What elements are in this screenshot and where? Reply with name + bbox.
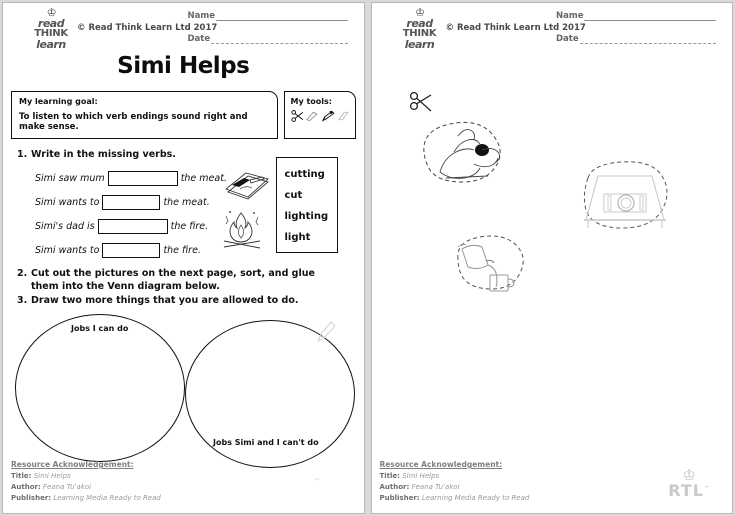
footer-heading: Resource Acknowledgement: — [11, 460, 134, 469]
footer-row-title — [380, 472, 530, 480]
venn-label-left: Jobs I can do — [71, 324, 129, 333]
brand-logo — [398, 7, 442, 50]
scissors-icon — [291, 109, 304, 123]
trademark-mark-left: ™ — [313, 478, 320, 485]
venn-diagram — [3, 310, 364, 468]
brand-logo — [29, 7, 73, 50]
footer-value: Simi Helps — [33, 472, 71, 480]
footer-value: Simi Helps — [402, 472, 440, 480]
student-fields-left — [188, 11, 348, 57]
footer-value: Feana Tu'akoi — [43, 483, 92, 491]
eraser-icon — [337, 109, 350, 123]
worksheet-page-right — [371, 2, 734, 514]
copyright-notice: © Read Think Learn Ltd 2017 — [445, 23, 586, 33]
task-text: Cut out the pictures on the next page, sort, and glue — [31, 268, 315, 279]
glue-stick-icon — [305, 109, 319, 123]
footer-row-title — [11, 472, 161, 480]
sentence-prefix: Simi wants to — [35, 244, 100, 256]
word-bank — [276, 157, 338, 253]
sentence-suffix: the fire. — [170, 220, 209, 232]
tools-box — [284, 91, 356, 139]
task-number: 3. — [17, 295, 28, 306]
verb-blank-2[interactable] — [102, 195, 160, 210]
campfire-illustration — [214, 207, 268, 253]
footer-heading: Resource Acknowledgement: — [379, 460, 503, 469]
learning-goal-heading: My learning goal: — [19, 97, 98, 106]
name-field[interactable] — [556, 11, 716, 21]
name-label: Name — [187, 11, 215, 21]
logo-line-3: learn — [404, 38, 435, 51]
footer-key: Publisher: — [11, 494, 52, 502]
sentence-prefix: Simi wants to — [35, 196, 100, 208]
jug-pouring-cutout[interactable] — [444, 231, 536, 303]
page-header-right — [372, 3, 733, 51]
learning-goal-text: To listen to which verb endings sound right and make sense. — [19, 112, 248, 132]
sentence-prefix: Simi saw mum — [35, 172, 105, 184]
logo-line-2: THINK — [402, 28, 437, 39]
footer-row-author — [11, 483, 161, 491]
task-item-2-continuation: them into the Venn diagram below. — [31, 281, 220, 292]
logo-line-1: read — [37, 17, 65, 30]
footer-row-publisher — [11, 494, 161, 502]
footer-value: Learning Media Ready to Read — [53, 494, 161, 502]
footer-value: Learning Media Ready to Read — [421, 494, 530, 502]
footer-value: Feana Tu'akoi — [411, 483, 460, 491]
footer-row-author — [380, 483, 530, 491]
sentence-suffix: the meat. — [180, 172, 227, 184]
footer-left — [11, 460, 161, 505]
name-field[interactable] — [188, 11, 348, 21]
date-rule[interactable] — [211, 35, 347, 44]
scissors-icon — [408, 91, 434, 117]
rtl-watermark — [668, 468, 710, 499]
pencil-icon — [321, 109, 335, 123]
learning-goal-box — [11, 91, 278, 139]
name-rule[interactable] — [584, 12, 716, 21]
footer-right — [380, 460, 530, 505]
word-bank-item[interactable]: lighting — [284, 211, 329, 222]
copyright-notice: © Read Think Learn Ltd 2017 — [77, 23, 218, 33]
crown-icon: ♔ — [46, 6, 56, 19]
venn-label-right: Jobs Simi and I can't do — [213, 438, 319, 447]
logo-line-3: learn — [36, 38, 66, 51]
task-item-3 — [17, 295, 364, 306]
date-field[interactable] — [188, 34, 348, 44]
footer-key: Author: — [379, 483, 410, 491]
venn-circle-left[interactable] — [15, 314, 185, 462]
rtl-watermark-text: RTL™ — [668, 481, 710, 500]
date-label: Date — [187, 34, 211, 44]
cutout-picture-area — [372, 51, 733, 451]
task-number: 1. — [17, 149, 28, 160]
crown-icon: ♔ — [415, 6, 424, 19]
tools-icon-row — [291, 109, 350, 123]
word-bank-item[interactable]: cutting — [284, 169, 325, 180]
task-item-2 — [17, 268, 364, 279]
sentence-prefix: Simi's dad is — [35, 220, 95, 232]
knife-cutting-meat-illustration — [220, 167, 272, 201]
sentence-suffix: the fire. — [163, 244, 201, 256]
logo-line-2: THINK — [34, 28, 68, 39]
date-label: Date — [556, 34, 579, 44]
goal-tools-row — [11, 91, 356, 139]
tools-heading: My tools: — [290, 97, 332, 106]
footer-key: Title: — [379, 472, 400, 480]
verb-blank-3[interactable] — [98, 219, 168, 234]
date-field[interactable] — [556, 34, 716, 44]
footer-key: Author: — [11, 483, 41, 491]
footer-key: Title: — [11, 472, 32, 480]
table-setting-cutout[interactable] — [570, 156, 680, 256]
word-bank-item[interactable]: cut — [284, 190, 303, 201]
task-text: Draw two more things that you are allowed to do. — [31, 295, 299, 306]
verb-blank-4[interactable] — [102, 243, 160, 258]
page-header-left — [3, 3, 364, 51]
task-list — [17, 149, 364, 306]
trademark-symbol: ™ — [704, 485, 710, 492]
crown-icon: ♔ — [682, 466, 696, 484]
date-rule[interactable] — [580, 35, 716, 44]
pencil-illustration — [315, 320, 337, 344]
verb-blank-1[interactable] — [108, 171, 178, 186]
hand-holding-knife-cutout[interactable] — [396, 106, 526, 201]
name-label: Name — [556, 11, 584, 21]
footer-row-publisher — [380, 494, 530, 502]
page-title: Simi Helps — [117, 53, 250, 79]
word-bank-item[interactable]: light — [284, 232, 311, 243]
task-text: Write in the missing verbs. — [31, 149, 176, 160]
logo-line-1: read — [406, 17, 433, 30]
footer-key: Publisher: — [379, 494, 420, 502]
worksheet-page-left — [2, 2, 365, 514]
sentence-suffix: the meat. — [163, 196, 210, 208]
name-rule[interactable] — [216, 12, 348, 21]
task-number: 2. — [17, 268, 28, 279]
